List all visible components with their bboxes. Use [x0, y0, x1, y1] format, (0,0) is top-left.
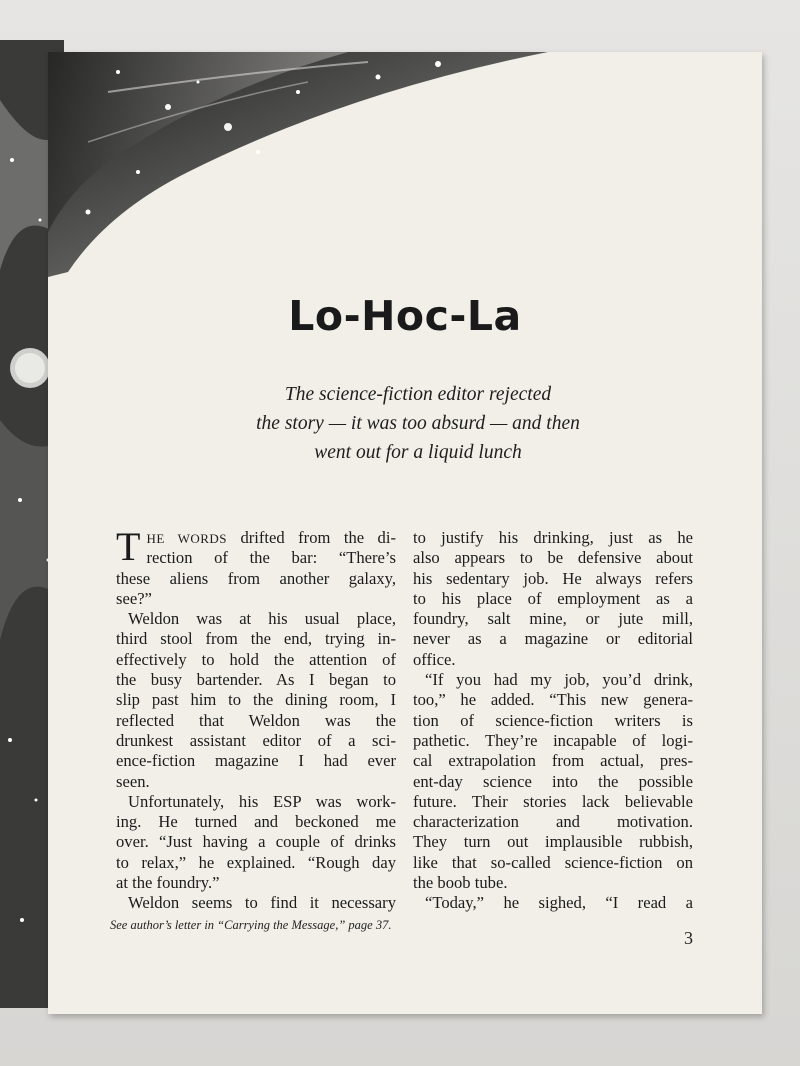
- text-line: third stool from the end, trying in-: [116, 629, 396, 649]
- text-line: Weldon was at his usual place,: [128, 609, 396, 629]
- article-deck: [178, 380, 658, 467]
- text-line: these aliens from another galaxy,: [116, 568, 396, 588]
- deck-line: went out for a liquid lunch: [314, 442, 522, 463]
- text-line: They turn out implausible rubbish,: [413, 832, 693, 852]
- text-line: ent-day science into the possible: [413, 771, 693, 791]
- text-line: seen.: [116, 771, 150, 791]
- text-line: slip past him to the dining room, I: [116, 690, 396, 710]
- text-line: at the foundry.”: [116, 873, 220, 893]
- text-line: to relax,” he explained. “Rough day: [116, 852, 396, 872]
- text-line: his sedentary job. He always refers: [413, 568, 693, 588]
- text-line: future. Their stories lack believable: [413, 791, 693, 811]
- text-line: rection of the bar: “There’s: [146, 548, 396, 568]
- text-line: see?”: [116, 588, 152, 608]
- magazine-page: [48, 52, 762, 1014]
- text-line: like that so-called science-fiction on: [413, 852, 693, 872]
- text-line: too,” he added. “This new genera-: [413, 690, 693, 710]
- text-line: “Today,” he sighed, “I read a: [425, 893, 693, 913]
- text-line: ing. He turned and beckoned me: [116, 812, 396, 832]
- text-line: over. “Just having a couple of drinks: [116, 832, 396, 852]
- text-line: characterization and motivation.: [413, 812, 693, 832]
- text-line: to justify his drinking, just as he: [413, 528, 693, 547]
- text-line: reflected that Weldon was the: [116, 710, 396, 730]
- text-line: pathetic. They’re incapable of logi-: [413, 730, 693, 750]
- text-line: drunkest assistant editor of a sci-: [116, 730, 396, 750]
- deck-line: the story — it was too absurd — and then: [256, 413, 580, 434]
- text-line: “If you had my job, you’d drink,: [425, 670, 693, 690]
- text-column-right: [413, 528, 693, 914]
- text-line: also appears to be defensive about: [413, 548, 693, 568]
- deck-line: The science-fiction editor rejected: [284, 384, 552, 405]
- text-line: HE WORDS drifted from the di-: [146, 528, 396, 547]
- article-title: Lo-Hoc-La: [288, 292, 522, 340]
- small-caps-lead: HE WORDS: [146, 531, 228, 546]
- text-line: Unfortunately, his ESP was work-: [128, 791, 396, 811]
- text-line: never as a magazine or editorial: [413, 629, 693, 649]
- text-line: the busy bartender. As I began to: [116, 670, 396, 690]
- author-footnote: See author’s letter in “Carrying the Message,” page 37.: [110, 918, 392, 932]
- page-number: 3: [684, 928, 693, 948]
- drop-cap: T: [116, 524, 141, 569]
- text-column-left: [116, 524, 396, 914]
- text-line: ence-fiction magazine I had ever: [116, 751, 396, 771]
- text-line: Weldon seems to find it necessary: [128, 893, 396, 913]
- text-line: tion of science-fiction writers is: [413, 710, 693, 730]
- text-line: effectively to hold the attention of: [116, 649, 396, 669]
- text-line: office.: [413, 649, 456, 669]
- text-line: to his place of employment as a: [413, 588, 693, 608]
- text-line: cal extrapolation from actual, pres-: [413, 751, 693, 771]
- text-line: foundry, salt mine, or jute mill,: [413, 609, 693, 629]
- space-illustration: [48, 52, 762, 282]
- text-line: the boob tube.: [413, 873, 508, 893]
